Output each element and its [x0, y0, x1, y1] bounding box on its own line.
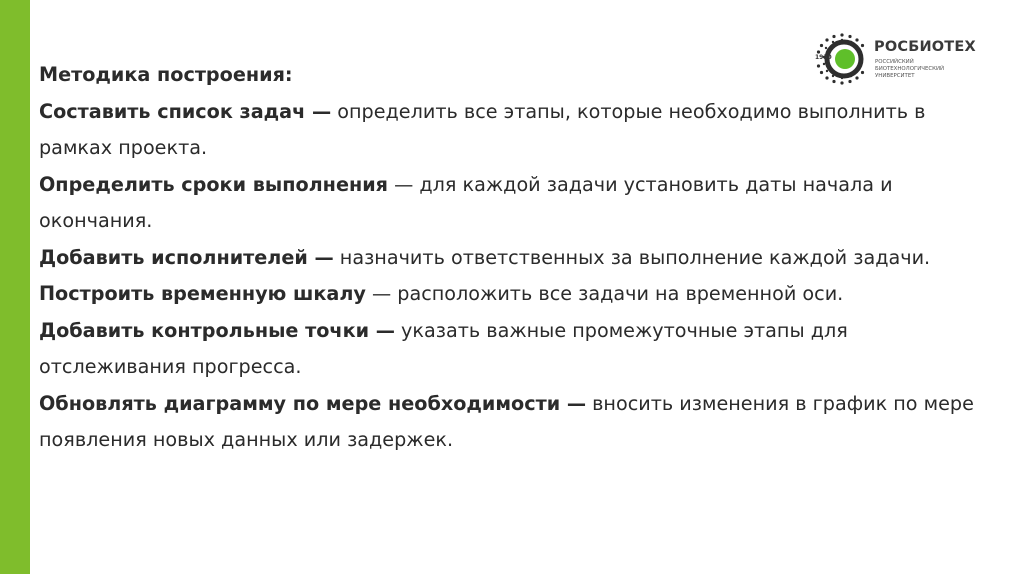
logo-title: РОСБИОТЕХ [874, 39, 976, 55]
slide-heading: Методика построения: [39, 63, 293, 86]
list-item [39, 386, 989, 459]
logo-subtitle-line: БИОТЕХНОЛОГИЧЕСКИЙ [875, 66, 945, 72]
item-term: Определить сроки выполнения [39, 172, 388, 196]
item-term: Добавить исполнителей — [39, 245, 334, 269]
list-item [39, 94, 989, 167]
item-term: Построить временную шкалу [39, 282, 366, 305]
list-item [39, 313, 989, 386]
slide-content [39, 57, 989, 459]
logo-subtitle-line: УНИВЕРСИТЕТ [875, 73, 915, 79]
list-item [39, 167, 989, 240]
list-item [39, 240, 989, 277]
accent-side-bar [0, 0, 30, 574]
item-description: — расположить все задачи на временной оси. [365, 282, 844, 305]
item-term: Составить список задач — [39, 99, 332, 123]
item-description: указать важные промежуточные этапы для отслеживания прогресса. [39, 318, 848, 378]
item-description: — для каждой задачи установить даты начала и окончания. [39, 172, 893, 232]
logo-year: 1930 [815, 54, 832, 61]
list-item [39, 276, 989, 313]
item-description: определить все этапы, которые необходимо выполнить в рамках проекта. [39, 99, 926, 159]
item-term: Обновлять диаграмму по мере необходимости — [39, 391, 587, 415]
item-description: вносить изменения в график по мере появления новых данных или задержек. [39, 391, 974, 451]
item-description: назначить ответственных за выполнение каждой задачи. [333, 245, 931, 269]
logo-subtitle-line: РОССИЙСКИЙ [875, 59, 914, 65]
item-term: Добавить контрольные точки — [39, 318, 395, 342]
